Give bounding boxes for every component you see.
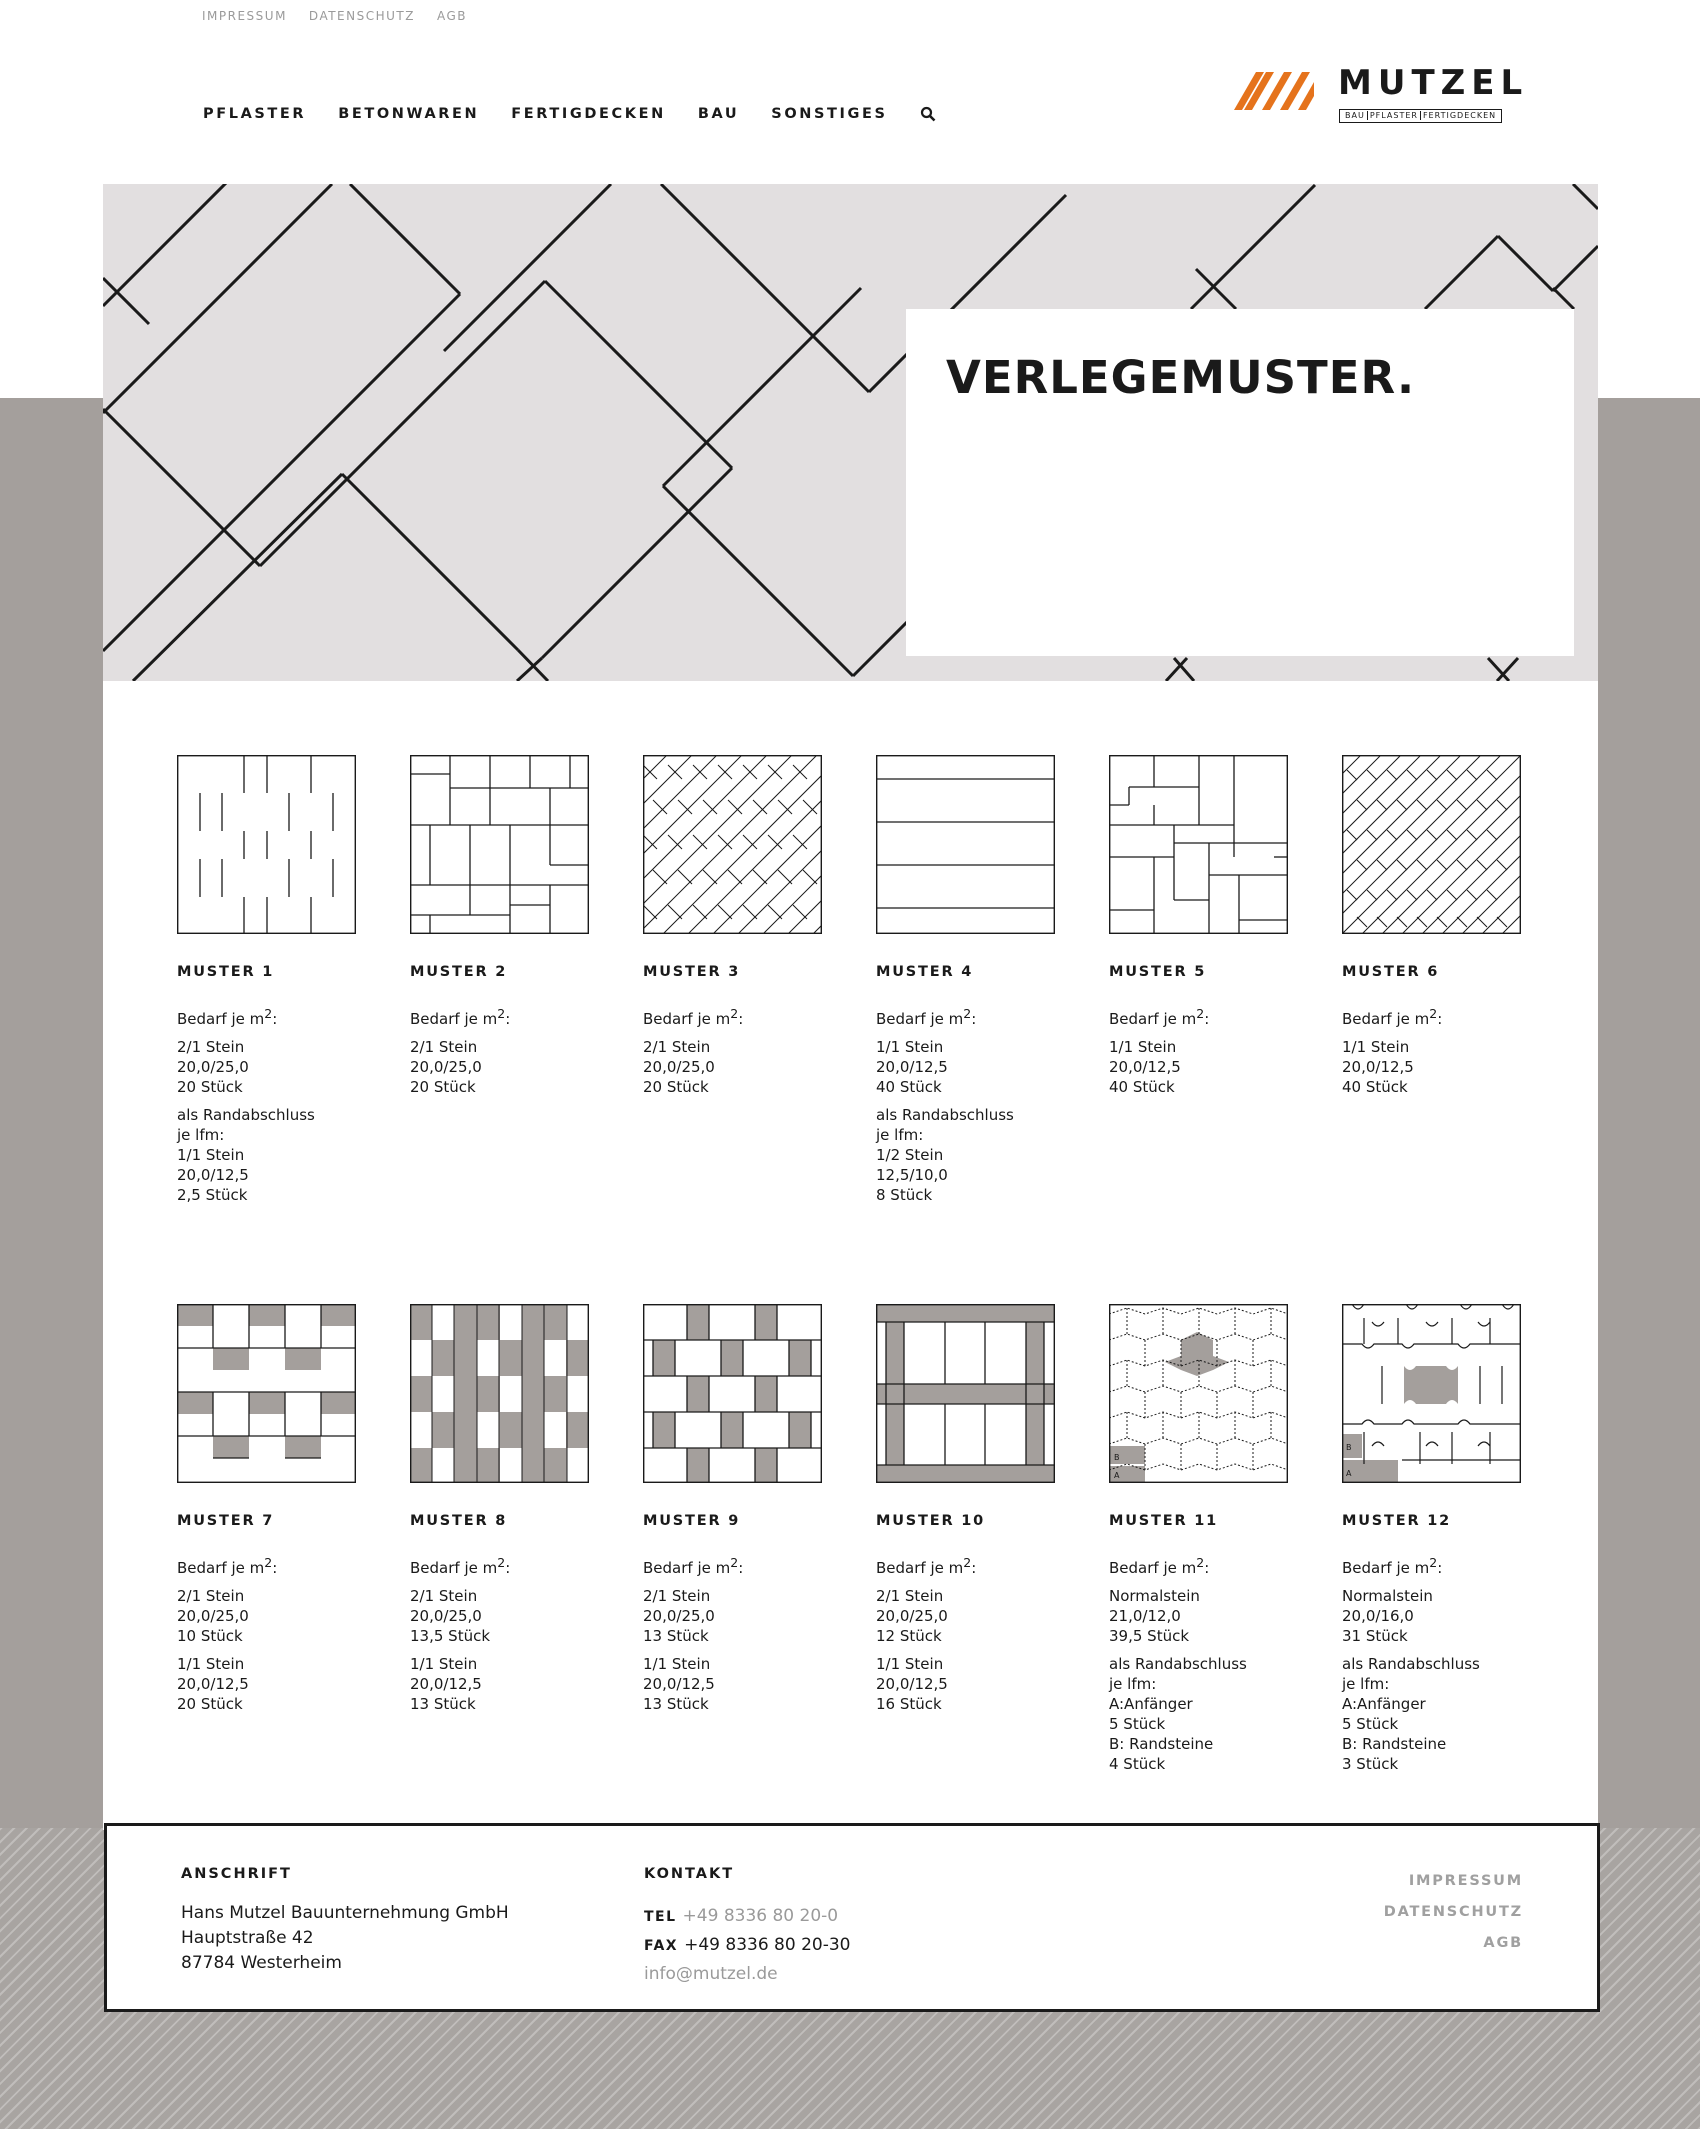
pattern-2-diagram: [410, 755, 589, 934]
tel-label: TEL: [644, 1909, 677, 1925]
pattern-4-diagram: [876, 755, 1055, 934]
spec-line: 12 Stück: [876, 1627, 942, 1645]
nav-item-pflaster[interactable]: PFLASTER: [203, 106, 307, 122]
tel-link[interactable]: +49 8336 80 20-0: [682, 1906, 839, 1926]
address-title: ANSCHRIFT: [181, 1866, 292, 1882]
spec-line: 1/1 Stein: [1342, 1038, 1410, 1056]
requirement-label: Bedarf je $m^2$:: [1342, 1555, 1443, 1577]
spec-line: 21,0/12,0: [1109, 1607, 1181, 1625]
pattern-11-diagram: [1109, 1304, 1288, 1483]
requirement-label: Bedarf je $m^2$:: [410, 1006, 511, 1028]
address-line: 87784 Westerheim: [181, 1953, 342, 1973]
hero-title-box: [906, 309, 1574, 656]
spec-line: 2/1 Stein: [177, 1587, 245, 1605]
pattern-title: MUSTER 6: [1342, 964, 1440, 980]
svg-text:A: A: [1346, 1469, 1352, 1478]
svg-text:A: A: [1114, 1471, 1120, 1480]
requirement-label: Bedarf je $m^2$:: [876, 1555, 977, 1577]
spec-line: 16 Stück: [876, 1695, 942, 1713]
req-label-text: Bedarf je m: [876, 1010, 964, 1028]
spec-line: 40 Stück: [1109, 1078, 1175, 1096]
spec-group: [177, 1586, 356, 1646]
spec-group: [410, 1654, 589, 1714]
spec-line: 1/2 Stein: [876, 1146, 944, 1164]
requirement-label: Bedarf je $m^2$:: [1342, 1006, 1443, 1028]
pattern-title: MUSTER 4: [876, 964, 974, 980]
spec-line: 2/1 Stein: [177, 1038, 245, 1056]
page-title: VERLEGEMUSTER.: [946, 351, 1416, 404]
spec-line: 2,5 Stück: [177, 1186, 248, 1204]
spec-line: 1/1 Stein: [410, 1655, 478, 1673]
fax-number: +49 8336 80 20-30: [684, 1935, 851, 1955]
pattern-10-diagram: [876, 1304, 1055, 1483]
spec-line: 1/1 Stein: [177, 1655, 245, 1673]
pattern-title: MUSTER 7: [177, 1513, 275, 1529]
spec-line: 20,0/12,5: [410, 1675, 482, 1693]
spec-line: 20 Stück: [410, 1078, 476, 1096]
top-link-impressum[interactable]: IMPRESSUM: [202, 9, 287, 23]
pattern-8-diagram: [410, 1304, 589, 1483]
nav-item-bau[interactable]: BAU: [697, 106, 740, 122]
req-label-text: Bedarf je m: [1342, 1559, 1430, 1577]
spec-line: je lfm:: [876, 1126, 924, 1144]
spec-group: [1342, 1037, 1521, 1097]
fax-label: FAX: [644, 1938, 679, 1954]
spec-line: 1/1 Stein: [177, 1146, 245, 1164]
pattern-title: MUSTER 3: [643, 964, 741, 980]
pattern-card-5: [1109, 755, 1288, 1304]
pattern-card-4: [876, 755, 1055, 1304]
pattern-card-12: [1342, 1304, 1521, 1774]
spec-line: je lfm:: [1109, 1675, 1157, 1693]
pattern-card-2: [410, 755, 589, 1304]
pattern-9-diagram: [643, 1304, 822, 1483]
pattern-card-6: [1342, 755, 1521, 1304]
content-card: [103, 184, 1598, 1830]
brand-name: MUTZEL: [1338, 63, 1529, 103]
spec-line: 39,5 Stück: [1109, 1627, 1190, 1645]
spec-group: [1109, 1037, 1288, 1097]
spec-line: 20,0/12,5: [643, 1675, 715, 1693]
requirement-label: Bedarf je $m^2$:: [177, 1006, 278, 1028]
requirement-label: Bedarf je $m^2$:: [410, 1555, 511, 1577]
spec-line: als Randabschluss: [876, 1106, 1014, 1124]
spec-group: [1342, 1654, 1521, 1774]
spec-group: [177, 1654, 356, 1714]
pattern-title: MUSTER 11: [1109, 1513, 1219, 1529]
address-line: Hans Mutzel Bauunternehmung GmbH: [181, 1903, 509, 1923]
requirement-label: Bedarf je $m^2$:: [876, 1006, 977, 1028]
spec-line: 20,0/12,5: [177, 1166, 249, 1184]
top-links: [202, 9, 467, 23]
spec-line: 8 Stück: [876, 1186, 933, 1204]
spec-line: 1/1 Stein: [876, 1038, 944, 1056]
contact-block: [644, 1902, 850, 1988]
pattern-6-diagram: [1342, 755, 1521, 934]
contact-title: KONTAKT: [644, 1866, 735, 1882]
pattern-title: MUSTER 12: [1342, 1513, 1452, 1529]
logo-mark-icon: [1234, 70, 1314, 110]
pattern-title: MUSTER 8: [410, 1513, 508, 1529]
spec-group: [876, 1037, 1055, 1097]
spec-line: 20,0/25,0: [410, 1058, 482, 1076]
footer-links: [1384, 1866, 1523, 1959]
nav-item-fertigdecken[interactable]: FERTIGDECKEN: [511, 106, 666, 122]
pattern-card-8: [410, 1304, 589, 1774]
req-label-text: Bedarf je m: [876, 1559, 964, 1577]
spec-line: je lfm:: [1342, 1675, 1390, 1693]
spec-line: 20,0/12,5: [876, 1675, 948, 1693]
requirement-label: Bedarf je $m^2$:: [643, 1006, 744, 1028]
spec-line: 13 Stück: [643, 1627, 709, 1645]
spec-line: 20,0/25,0: [643, 1058, 715, 1076]
requirement-label: Bedarf je $m^2$:: [643, 1555, 744, 1577]
pattern-5-diagram: [1109, 755, 1288, 934]
pattern-card-3: [643, 755, 822, 1304]
spec-line: Normalstein: [1342, 1587, 1433, 1605]
spec-line: als Randabschluss: [1342, 1655, 1480, 1673]
req-label-text: Bedarf je m: [1109, 1559, 1197, 1577]
footer-link-impressum[interactable]: IMPRESSUM: [1408, 1873, 1523, 1889]
req-label-text: Bedarf je m: [410, 1010, 498, 1028]
spec-line: 20,0/12,5: [1342, 1058, 1414, 1076]
spec-line: 20 Stück: [177, 1695, 243, 1713]
spec-line: 4 Stück: [1109, 1755, 1166, 1773]
spec-line: 1/1 Stein: [1109, 1038, 1177, 1056]
spec-group: [177, 1037, 356, 1097]
svg-text:B: B: [1346, 1443, 1352, 1452]
pattern-title: MUSTER 1: [177, 964, 275, 980]
spec-line: 20,0/16,0: [1342, 1607, 1414, 1625]
spec-line: 5 Stück: [1342, 1715, 1399, 1733]
req-label-text: Bedarf je m: [1109, 1010, 1197, 1028]
spec-line: 5 Stück: [1109, 1715, 1166, 1733]
spec-group: [876, 1586, 1055, 1646]
main-nav: [203, 106, 936, 122]
spec-line: B: Randsteine: [1342, 1735, 1447, 1753]
spec-group: [643, 1037, 822, 1097]
spec-line: je lfm:: [177, 1126, 225, 1144]
requirement-label: Bedarf je $m^2$:: [1109, 1555, 1210, 1577]
spec-line: 40 Stück: [1342, 1078, 1408, 1096]
pattern-title: MUSTER 5: [1109, 964, 1207, 980]
spec-group: [1109, 1654, 1288, 1774]
spec-line: B: Randsteine: [1109, 1735, 1214, 1753]
pattern-card-11: [1109, 1304, 1288, 1774]
footer-link-agb[interactable]: AGB: [1483, 1935, 1523, 1951]
req-label-text: Bedarf je m: [643, 1559, 731, 1577]
address-line: Hauptstraße 42: [181, 1928, 314, 1948]
spec-line: 31 Stück: [1342, 1627, 1408, 1645]
address-block: [181, 1901, 509, 1976]
spec-line: 20,0/25,0: [177, 1607, 249, 1625]
spec-group: [876, 1654, 1055, 1714]
req-label-text: Bedarf je m: [177, 1010, 265, 1028]
brand-logo[interactable]: [1234, 63, 1529, 126]
pattern-card-10: [876, 1304, 1055, 1774]
spec-line: 3 Stück: [1342, 1755, 1399, 1773]
req-label-text: Bedarf je m: [177, 1559, 265, 1577]
spec-group: [1109, 1586, 1288, 1646]
spec-line: als Randabschluss: [1109, 1655, 1247, 1673]
svg-text:B: B: [1114, 1453, 1120, 1462]
spec-line: 13 Stück: [643, 1695, 709, 1713]
pattern-title: MUSTER 9: [643, 1513, 741, 1529]
spec-group: [410, 1586, 589, 1646]
pattern-12-diagram: [1342, 1304, 1521, 1483]
pattern-title: MUSTER 10: [876, 1513, 986, 1529]
pattern-3-diagram: [643, 755, 822, 934]
tagline-fertigdecken: FERTIGDECKEN: [1420, 111, 1498, 120]
req-label-text: Bedarf je m: [643, 1010, 731, 1028]
footer: [104, 1823, 1600, 2012]
spec-line: 20 Stück: [643, 1078, 709, 1096]
nav-item-betonwaren[interactable]: BETONWAREN: [338, 106, 480, 122]
spec-line: 20,0/12,5: [177, 1675, 249, 1693]
spec-line: 2/1 Stein: [876, 1587, 944, 1605]
email-link[interactable]: info@mutzel.de: [644, 1964, 778, 1984]
req-label-text: Bedarf je m: [410, 1559, 498, 1577]
spec-line: 2/1 Stein: [643, 1587, 711, 1605]
req-label-text: Bedarf je m: [1342, 1010, 1430, 1028]
spec-line: A:Anfänger: [1342, 1695, 1426, 1713]
pattern-card-1: [177, 755, 356, 1304]
spec-line: 2/1 Stein: [410, 1038, 478, 1056]
spec-line: 2/1 Stein: [410, 1587, 478, 1605]
spec-group: [643, 1654, 822, 1714]
nav-item-sonstiges[interactable]: SONSTIGES: [771, 106, 888, 122]
spec-line: 20,0/25,0: [177, 1058, 249, 1076]
spec-line: 10 Stück: [177, 1627, 243, 1645]
spec-line: 13 Stück: [410, 1695, 476, 1713]
spec-group: [177, 1105, 356, 1205]
requirement-label: Bedarf je $m^2$:: [1109, 1006, 1210, 1028]
spec-line: 20,0/12,5: [1109, 1058, 1181, 1076]
search-icon[interactable]: [920, 106, 936, 122]
spec-group: [1342, 1586, 1521, 1646]
pattern-grid: [177, 755, 1542, 1774]
spec-line: 2/1 Stein: [643, 1038, 711, 1056]
spec-line: 20 Stück: [177, 1078, 243, 1096]
spec-line: 20,0/25,0: [410, 1607, 482, 1625]
spec-line: A:Anfänger: [1109, 1695, 1193, 1713]
spec-line: 1/1 Stein: [643, 1655, 711, 1673]
footer-link-datenschutz[interactable]: DATENSCHUTZ: [1383, 1904, 1523, 1920]
spec-line: 20,0/12,5: [876, 1058, 948, 1076]
pattern-7-diagram: [177, 1304, 356, 1483]
spec-line: Normalstein: [1109, 1587, 1200, 1605]
spec-line: 40 Stück: [876, 1078, 942, 1096]
top-link-datenschutz[interactable]: DATENSCHUTZ: [308, 9, 415, 23]
pattern-1-diagram: [177, 755, 356, 934]
pattern-card-7: [177, 1304, 356, 1774]
pattern-title: MUSTER 2: [410, 964, 508, 980]
tagline-bau: BAU: [1345, 111, 1365, 120]
tagline-pflaster: PFLASTER: [1367, 111, 1420, 120]
spec-line: 20,0/25,0: [876, 1607, 948, 1625]
hero-banner: [103, 184, 1598, 681]
spec-group: [643, 1586, 822, 1646]
spec-line: 1/1 Stein: [876, 1655, 944, 1673]
spec-line: 13,5 Stück: [410, 1627, 491, 1645]
top-link-agb[interactable]: AGB: [436, 9, 468, 23]
brand-tagline: [1339, 109, 1502, 123]
requirement-label: Bedarf je $m^2$:: [177, 1555, 278, 1577]
spec-group: [876, 1105, 1055, 1205]
pattern-card-9: [643, 1304, 822, 1774]
spec-line: 12,5/10,0: [876, 1166, 948, 1184]
spec-group: [410, 1037, 589, 1097]
spec-line: 20,0/25,0: [643, 1607, 715, 1625]
spec-line: als Randabschluss: [177, 1106, 315, 1124]
